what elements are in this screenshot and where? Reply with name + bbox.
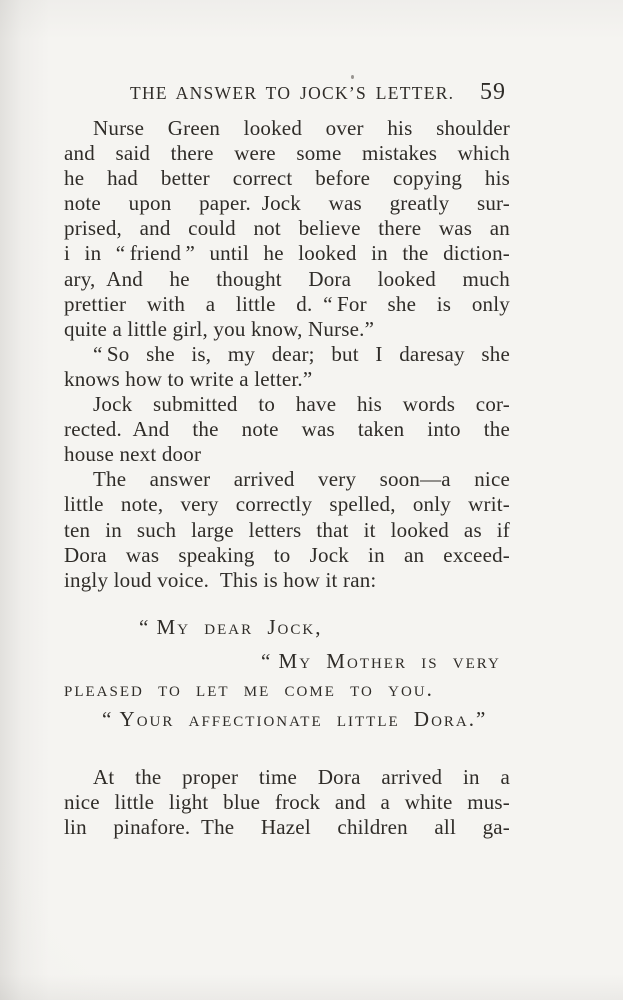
text-line: little note, very correctly spelled, only writ- xyxy=(64,492,510,517)
text-line: The answer arrived very soon—a nice xyxy=(93,467,510,492)
text-line: house next door xyxy=(64,442,202,467)
text-line: ary, And he thought Dora looked much xyxy=(64,266,510,291)
paragraph xyxy=(64,342,510,392)
text-line: Jock submitted to have his words cor- xyxy=(93,392,510,417)
text-line: prettier with a little d. “ For she is only xyxy=(64,291,510,316)
page-number: 59 xyxy=(480,79,506,105)
text-line: rected. And the note was taken into the xyxy=(64,417,510,442)
text-line: Dora was speaking to Jock in an exceed- xyxy=(64,542,510,567)
paragraph xyxy=(64,765,510,840)
text-block xyxy=(64,0,510,840)
letter-salutation: “ My dear Jock, xyxy=(139,614,323,639)
letter-signature: “ Your affectionate little Dora.” xyxy=(102,707,488,732)
text-line: and said there were some mistakes which xyxy=(64,141,510,166)
page-title: THE ANSWER TO JOCK’S LETTER. xyxy=(130,83,455,103)
text-line: quite a little girl, you know, Nurse.” xyxy=(64,316,375,341)
paragraph xyxy=(64,467,510,592)
text-line: lin pinafore. The Hazel children all ga- xyxy=(64,815,510,840)
letter-block xyxy=(64,615,510,732)
text-line: note upon paper. Jock was greatly sur- xyxy=(64,191,510,216)
text-line: knows how to write a letter.” xyxy=(64,366,313,391)
text-line: nice little light blue frock and a white mus- xyxy=(64,790,510,815)
text-line: he had better correct before copying his xyxy=(64,166,510,191)
letter-continuation-line: pleased to let me come to you. xyxy=(64,676,434,701)
text-line: ingly loud voice. This is how it ran: xyxy=(64,567,377,592)
text-line: At the proper time Dora arrived in a xyxy=(93,765,510,790)
paragraphs-before-letter xyxy=(64,116,510,593)
text-line: “ So she is, my dear; but I daresay she xyxy=(93,341,510,366)
paragraph xyxy=(64,116,510,342)
paragraph xyxy=(64,392,510,467)
paragraphs-after-letter xyxy=(64,765,510,840)
text-line: Nurse Green looked over his shoulder xyxy=(93,116,510,140)
text-line: i in “ friend ” until he looked in the diction- xyxy=(64,241,510,266)
text-line: prised, and could not believe there was an xyxy=(64,216,510,241)
text-line: ten in such large letters that it looked as if xyxy=(64,517,510,542)
letter-opening-line: “ My Mother is very xyxy=(261,648,501,673)
